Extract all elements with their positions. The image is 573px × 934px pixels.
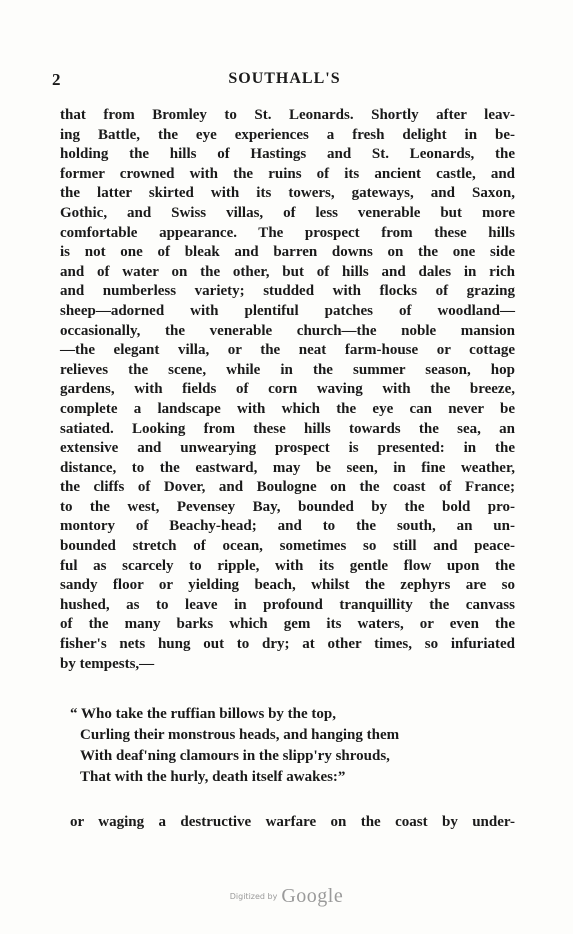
digitization-watermark bbox=[0, 885, 573, 908]
text-line: former crowned with the ruins of its ancient castle, and bbox=[60, 165, 515, 182]
text-line: Gothic, and Swiss villas, of less venerable but more bbox=[60, 204, 515, 221]
body-paragraph bbox=[60, 106, 515, 674]
text-line: ful as scarcely to ripple, with its gentle flow upon the bbox=[60, 557, 515, 574]
verse-line: That with the hurly, death itself awakes:” bbox=[80, 769, 346, 785]
text-line: of the many barks which gem its waters, or even the bbox=[60, 616, 515, 633]
text-line: distance, to the eastward, may be seen, in fine weather, bbox=[60, 459, 515, 476]
verse-line: Curling their monstrous heads, and hanging them bbox=[80, 727, 400, 743]
text-line: sandy floor or yielding beach, whilst the zephyrs are so bbox=[60, 577, 515, 594]
text-line: comfortable appearance. The prospect from these hills bbox=[60, 224, 515, 241]
text-line: gardens, with fields of corn waving with the breeze, bbox=[60, 381, 515, 398]
text-line: montory of Beachy-head; and to the south, an un- bbox=[60, 518, 515, 535]
text-line: ing Battle, the eye experiences a fresh delight in be- bbox=[60, 126, 515, 143]
google-logo: Google bbox=[281, 885, 344, 907]
text-line: relieves the scene, while in the summer season, hop bbox=[60, 361, 515, 378]
verse-line: With deaf'ning clamours in the slipp'ry shrouds, bbox=[80, 748, 390, 764]
continuation-line: or waging a destructive warfare on the coast by under- bbox=[70, 814, 515, 830]
text-line: to the west, Pevensey Bay, bounded by the bold pro- bbox=[60, 498, 515, 515]
text-line: and of water on the other, but of hills and dales in rich bbox=[60, 263, 515, 280]
text-line: is not one of bleak and barren downs on the one side bbox=[60, 244, 515, 261]
text-line: hushed, as to leave in profound tranquillity the canvass bbox=[60, 596, 515, 613]
text-line: by tempests,— bbox=[60, 655, 155, 672]
running-head: SOUTHALL'S bbox=[228, 70, 341, 87]
text-line: satiated. Looking from these hills towards the sea, an bbox=[60, 420, 515, 437]
text-line: bounded stretch of ocean, sometimes so still and peace- bbox=[60, 538, 515, 555]
verse-quotation bbox=[70, 704, 490, 788]
text-line: that from Bromley to St. Leonards. Shortly after leav- bbox=[60, 107, 515, 123]
verse-line: “ Who take the ruffian billows by the top, bbox=[70, 706, 337, 722]
text-line: fisher's nets hung out to dry; at other times, so infuriated bbox=[60, 636, 515, 653]
watermark-prefix: Digitized by bbox=[229, 892, 278, 901]
text-line: —the elegant villa, or the neat farm-house or cottage bbox=[60, 342, 515, 359]
text-line: occasionally, the venerable church—the noble mansion bbox=[60, 322, 515, 339]
text-line: holding the hills of Hastings and St. Leonards, the bbox=[60, 146, 515, 163]
text-line: and numberless variety; studded with flocks of grazing bbox=[60, 283, 515, 300]
text-line: the cliffs of Dover, and Boulogne on the coast of France; bbox=[60, 479, 515, 496]
text-line: the latter skirted with its towers, gateways, and Saxon, bbox=[60, 185, 515, 202]
text-line: extensive and unwearying prospect is presented: in the bbox=[60, 440, 515, 457]
text-line: complete a landscape with which the eye can never be bbox=[60, 400, 515, 417]
page-header bbox=[52, 70, 517, 94]
page-number: 2 bbox=[52, 70, 61, 89]
text-line: sheep—adorned with plentiful patches of woodland— bbox=[60, 302, 515, 319]
